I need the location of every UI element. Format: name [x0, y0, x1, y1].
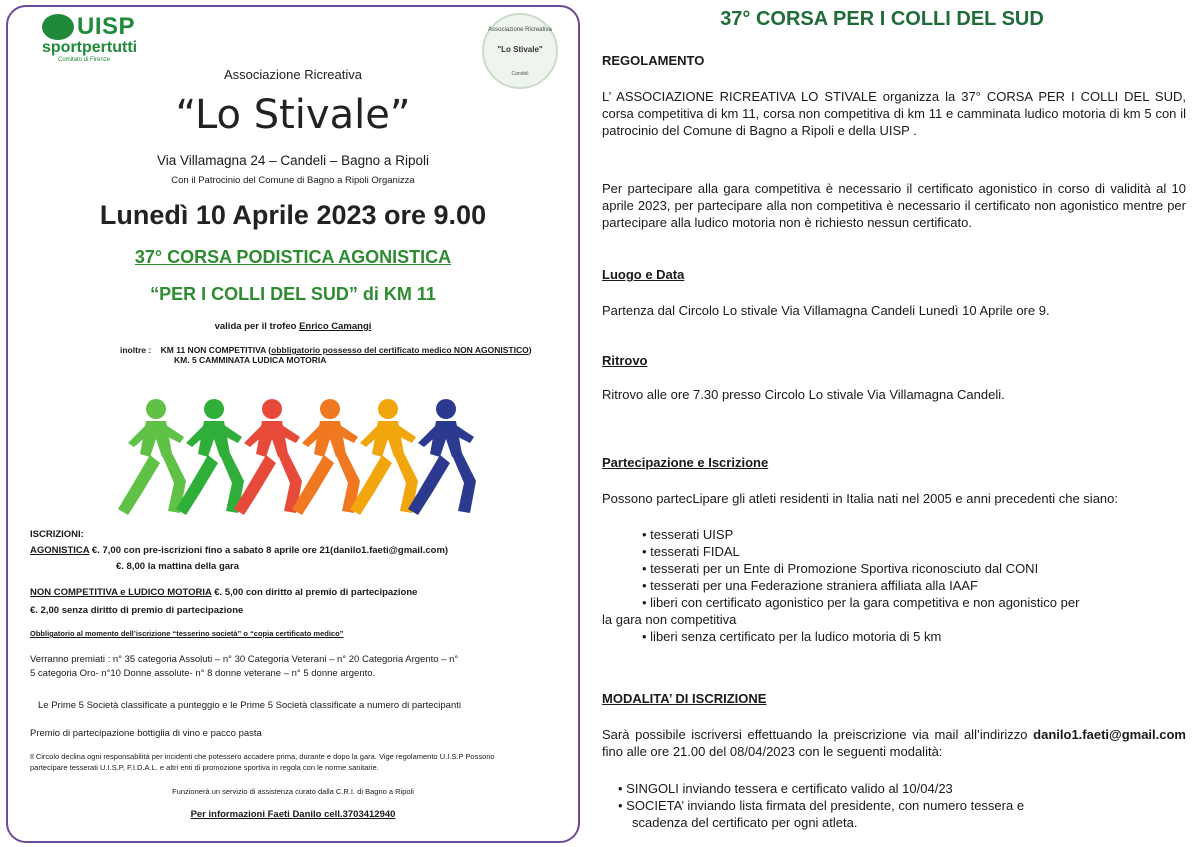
trophy-line: [8, 321, 578, 332]
eligibility-coni: • tesserati per un Ente di Promozione Sportiva riconosciuto dal CONI: [642, 561, 1039, 576]
regulations-title: 37° CORSA PER I COLLI DEL SUD: [720, 8, 1044, 30]
runner-figure: [118, 399, 186, 515]
seal-bottom-text: Candeli: [511, 71, 529, 77]
eligibility-uisp: • tesserati UISP: [642, 527, 734, 542]
event-date: Lunedì 10 Aprile 2023 ore 9.00: [99, 200, 487, 230]
patronage-line: Con il Patrocinio del Comune di Bagno a Ripoli Organizza: [171, 175, 415, 186]
agonistica-fee: [30, 545, 448, 556]
prizes-line1: Verranno premiati : n° 35 categoria Assoluti – n° 30 Categoria Veterani – n° 20 Categoria Argento – n°: [30, 654, 459, 665]
disclaimer-line1: Il Circolo declina ogni responsabilità per incidenti che potessero accadere prima, durante e dopo la gara. Vige regolamento U.I.S.P Possono: [30, 752, 495, 761]
mode-team: • SOCIETA’ inviando lista firmata del presidente, con numero tessera e: [618, 798, 1025, 813]
mode-team-cont: scadenza del certificato per ogni atleta.: [632, 815, 858, 830]
runner-figure: [234, 399, 302, 515]
registration-method-text: [602, 726, 1186, 760]
agonistica-text: €. 7,00 con pre-iscrizioni fino a sabato 8 aprile ore 21(danilo1.faeti@gmail.com): [89, 545, 449, 556]
runner-figure: [176, 399, 244, 515]
seal-name: "Lo Stivale": [497, 45, 543, 54]
agonistica-label: AGONISTICA: [30, 545, 90, 556]
seal-top-text: Associazione Ricreativa: [488, 27, 552, 33]
noncomp-label: NON COMPETITIVA e LUDICO MOTORIA: [30, 587, 212, 598]
eligibility-fidal: • tesserati FIDAL: [642, 544, 740, 559]
uisp-logo: [42, 13, 137, 63]
disclaimer: [30, 752, 495, 772]
walk-race: KM. 5 CAMMINATA LUDICA MOTORIA: [174, 355, 327, 365]
meeting-heading: Ritrovo: [602, 353, 648, 368]
noncomp-race: KM 11 NON COMPETITIVA (: [160, 345, 272, 355]
eligibility-iaaf: • tesserati per una Federazione straniera affiliata alla IAAF: [642, 578, 978, 593]
agonistica-day-fee: €. 8,00 la mattina della gara: [116, 561, 240, 572]
mandatory-docs: Obbligatorio al momento dell’iscrizione “tesserino società” o “copia certificato medico”: [30, 629, 344, 638]
regulations-intro: L’ ASSOCIAZIONE RICREATIVA LO STIVALE organizza la 37° CORSA PER I COLLI DEL SUD, corsa competitiva di km 11, corsa non competitiva di km 11 e camminata ludico motoria di km 5 con il patrocinio del Comune di Bagno a Ripoli e della UISP .: [602, 89, 1186, 138]
other-races-label: inoltre :: [120, 345, 152, 355]
registration-method-line: Sarà possibile iscriversi effettuando la preiscrizione via mail all’indirizzo: [602, 727, 1028, 742]
participation-intro: Possono partecLipare gli atleti residenti in Italia nati nel 2005 e anni precedenti che siano:: [602, 491, 1119, 506]
trophy-prefix: valida per il trofeo: [214, 321, 300, 332]
uisp-subtitle: sportpertutti: [42, 39, 138, 56]
medical-service: Funzionerà un servizio di assistenza curato dalla C.R.I. di Bagno a Ripoli: [172, 787, 414, 796]
noncomp-close: ): [528, 345, 532, 355]
registration-deadline: fino alle ore 21.00 del 08/04/2023 con le seguenti modalità:: [602, 744, 943, 759]
participation-prize: Premio di partecipazione bottiglia di vino e pacco pasta: [30, 728, 262, 739]
participation-heading: Partecipazione e Iscrizione: [602, 455, 769, 470]
uisp-logo-icon: [42, 14, 74, 40]
prizes: [30, 654, 458, 679]
regulations-heading: REGOLAMENTO: [602, 53, 705, 68]
noncomp-no-prize: €. 2,00 senza diritto di premio di partecipazione: [30, 605, 244, 616]
certificate-rules: Per partecipare alla gara competitiva è necessario il certificato agonistico in corso di validità al 10 aprile 2023, per partecipare alla non competitiva è necessario il certificato non agonistico mentre per partecipare alla ludico motoria non è richiesto nessun certificato.: [602, 181, 1186, 230]
eligibility-free-line1: • liberi con certificato agonistico per la gara competitiva e non agonistico per: [642, 595, 1080, 610]
association-label: Associazione Ricreativa: [223, 67, 362, 82]
noncomp-text: €. 5,00 con diritto al premio di partecipazione: [211, 587, 418, 598]
runner-figure: [292, 399, 360, 515]
registration-modes: [602, 780, 1186, 831]
association-name: “Lo Stivale”: [175, 92, 411, 138]
uisp-name: UISP: [77, 13, 136, 40]
runner-figure: [350, 399, 418, 515]
noncomp-requirement: obbligatorio possesso del certificato medico NON AGONISTICO: [271, 345, 529, 355]
registration-email: danilo1.faeti@gmail.com: [1033, 727, 1186, 742]
place-date-heading: Luogo e Data: [602, 267, 685, 282]
noncomp-fee: [30, 587, 417, 598]
eligibility-free-line2: la gara non competitiva: [602, 612, 737, 627]
association-address: Via Villamagna 24 – Candeli – Bagno a Ripoli: [157, 153, 429, 168]
runners-illustration: [108, 395, 488, 517]
place-date-text: Partenza dal Circolo Lo stivale Via Villamagna Candeli Lunedì 10 Aprile ore 9.: [602, 303, 1050, 318]
trophy-name: Enrico Camangi: [299, 321, 372, 332]
registration-title: ISCRIZIONI:: [30, 529, 84, 540]
runner-figure: [408, 399, 476, 515]
eligibility-walk: • liberi senza certificato per la ludico motoria di 5 km: [642, 629, 942, 644]
race-title: 37° CORSA PODISTICA AGONISTICA: [134, 247, 452, 267]
mode-single: • SINGOLI inviando tessera e certificato valido al 10/04/23: [618, 781, 953, 796]
prizes-line2: 5 categoria Oro- n°10 Donne assolute- n° 8 donne veterane – n° 5 donne argento.: [30, 668, 376, 679]
other-races: [120, 345, 532, 365]
disclaimer-line2: partecipare tesserati U.I.S.P, F.I.D.A.L. e altri enti di promozione sportiva in regola con le norme sanitarie.: [30, 763, 379, 772]
team-prizes: Le Prime 5 Società classificate a punteggio e le Prime 5 Società classificate a numero di partecipanti: [38, 700, 461, 711]
meeting-text: Ritrovo alle ore 7.30 presso Circolo Lo stivale Via Villamagna Candeli.: [602, 387, 1005, 402]
event-poster: [6, 5, 580, 843]
registration-method-heading: MODALITA’ DI ISCRIZIONE: [602, 691, 767, 706]
race-subtitle: “PER I COLLI DEL SUD” di KM 11: [150, 284, 436, 304]
uisp-committee: Comitato di Firenze: [58, 57, 111, 63]
eligibility-list: [602, 526, 1186, 645]
contact-info: Per informazioni Faeti Danilo cell.3703412940: [190, 809, 396, 820]
